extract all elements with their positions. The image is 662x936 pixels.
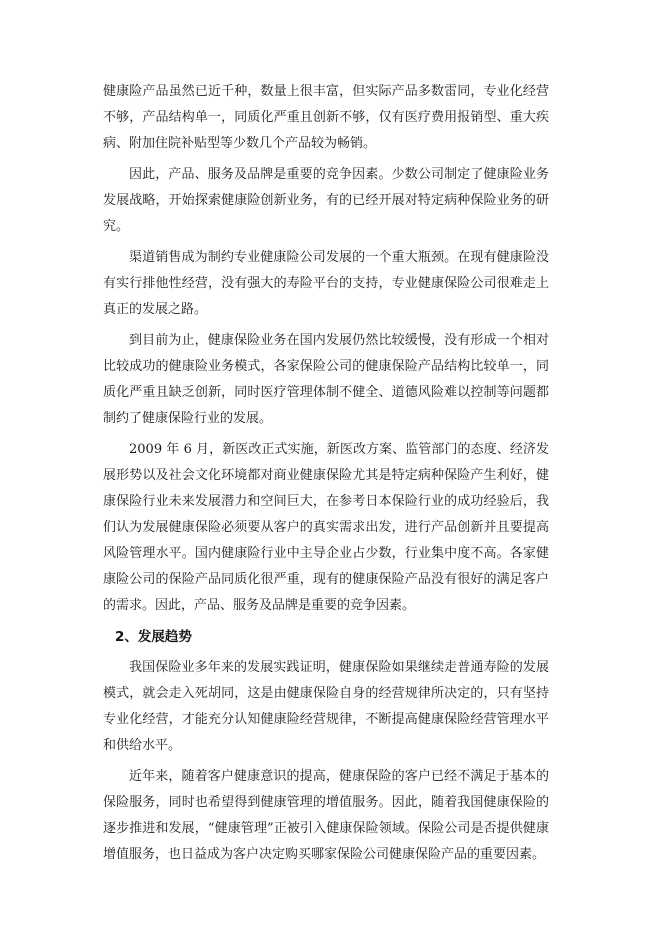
paragraph-health-management: 近年来，随着客户健康意识的提高，健康保险的客户已经不满足于基本的保险服务，同时也希望得到健康管理的增值服务。因此，随着我国健康保险的逐步推进和发展，“健康管理”正被引入健康保险领域。保险公司是否提供健康增值服务，也日益成为客户决定购买哪家保险公司健康保险产品的重要因素。: [103, 769, 549, 862]
paragraph-product-homogeneity: 健康险产品虽然已近千种，数量上很丰富，但实际产品多数雷同，专业化经营不够，产品结构单一，同质化严重且创新不够，仅有医疗费用报销型、重大疾病、附加住院补贴型等少数几个产品较为畅销。: [103, 84, 549, 151]
document-body: [103, 79, 549, 873]
paragraph-slow-development: 到目前为止，健康保险业务在国内发展仍然比较缓慢，没有形成一个相对比较成功的健康险业务模式，各家保险公司的健康保险产品结构比较单一，同质化严重且缺乏创新，同时医疗管理体制不健全、道德风险难以控制等问题都制约了健康保险行业的发展。: [103, 333, 549, 426]
paragraph-2009-reform: 2009 年 6 月，新医改正式实施，新医改方案、监管部门的态度、经济发展形势以及社会文化环境都对商业健康保险尤其是特定病种保险产生利好，健康保险行业未来发展潜力和空间巨大，在参考日本保险行业的成功经验后，我们认为发展健康保险必须要从客户的真实需求出发，进行产品创新并且要提高风险管理水平。国内健康险行业中主导企业占少数，行业集中度不高。各家健康险公司的保险产品同质化很严重，现有的健康保险产品没有很好的满足客户的需求。因此，产品、服务及品牌是重要的竞争因素。: [103, 442, 549, 613]
paragraph-sales-channel: 渠道销售成为制约专业健康险公司发展的一个重大瓶颈。在现有健康险没有实行排他性经营，没有强大的寿险平台的支持，专业健康保险公司很难走上真正的发展之路。: [103, 250, 549, 317]
paragraph-specialized-operation: 我国保险业多年来的发展实践证明，健康保险如果继续走普通寿险的发展模式，就会走入死胡同，这是由健康保险自身的经营规律所决定的，只有坚持专业化经营，才能充分认知健康险经营规律，不断提高健康保险经营管理水平和供给水平。: [103, 660, 549, 753]
paragraph-competition-factors: 因此，产品、服务及品牌是重要的竞争因素。少数公司制定了健康险业务发展战略，开始探索健康险创新业务，有的已经开展对特定病种保险业务的研究。: [103, 167, 549, 234]
section-heading-development-trend: 2、发展趋势: [115, 629, 192, 645]
